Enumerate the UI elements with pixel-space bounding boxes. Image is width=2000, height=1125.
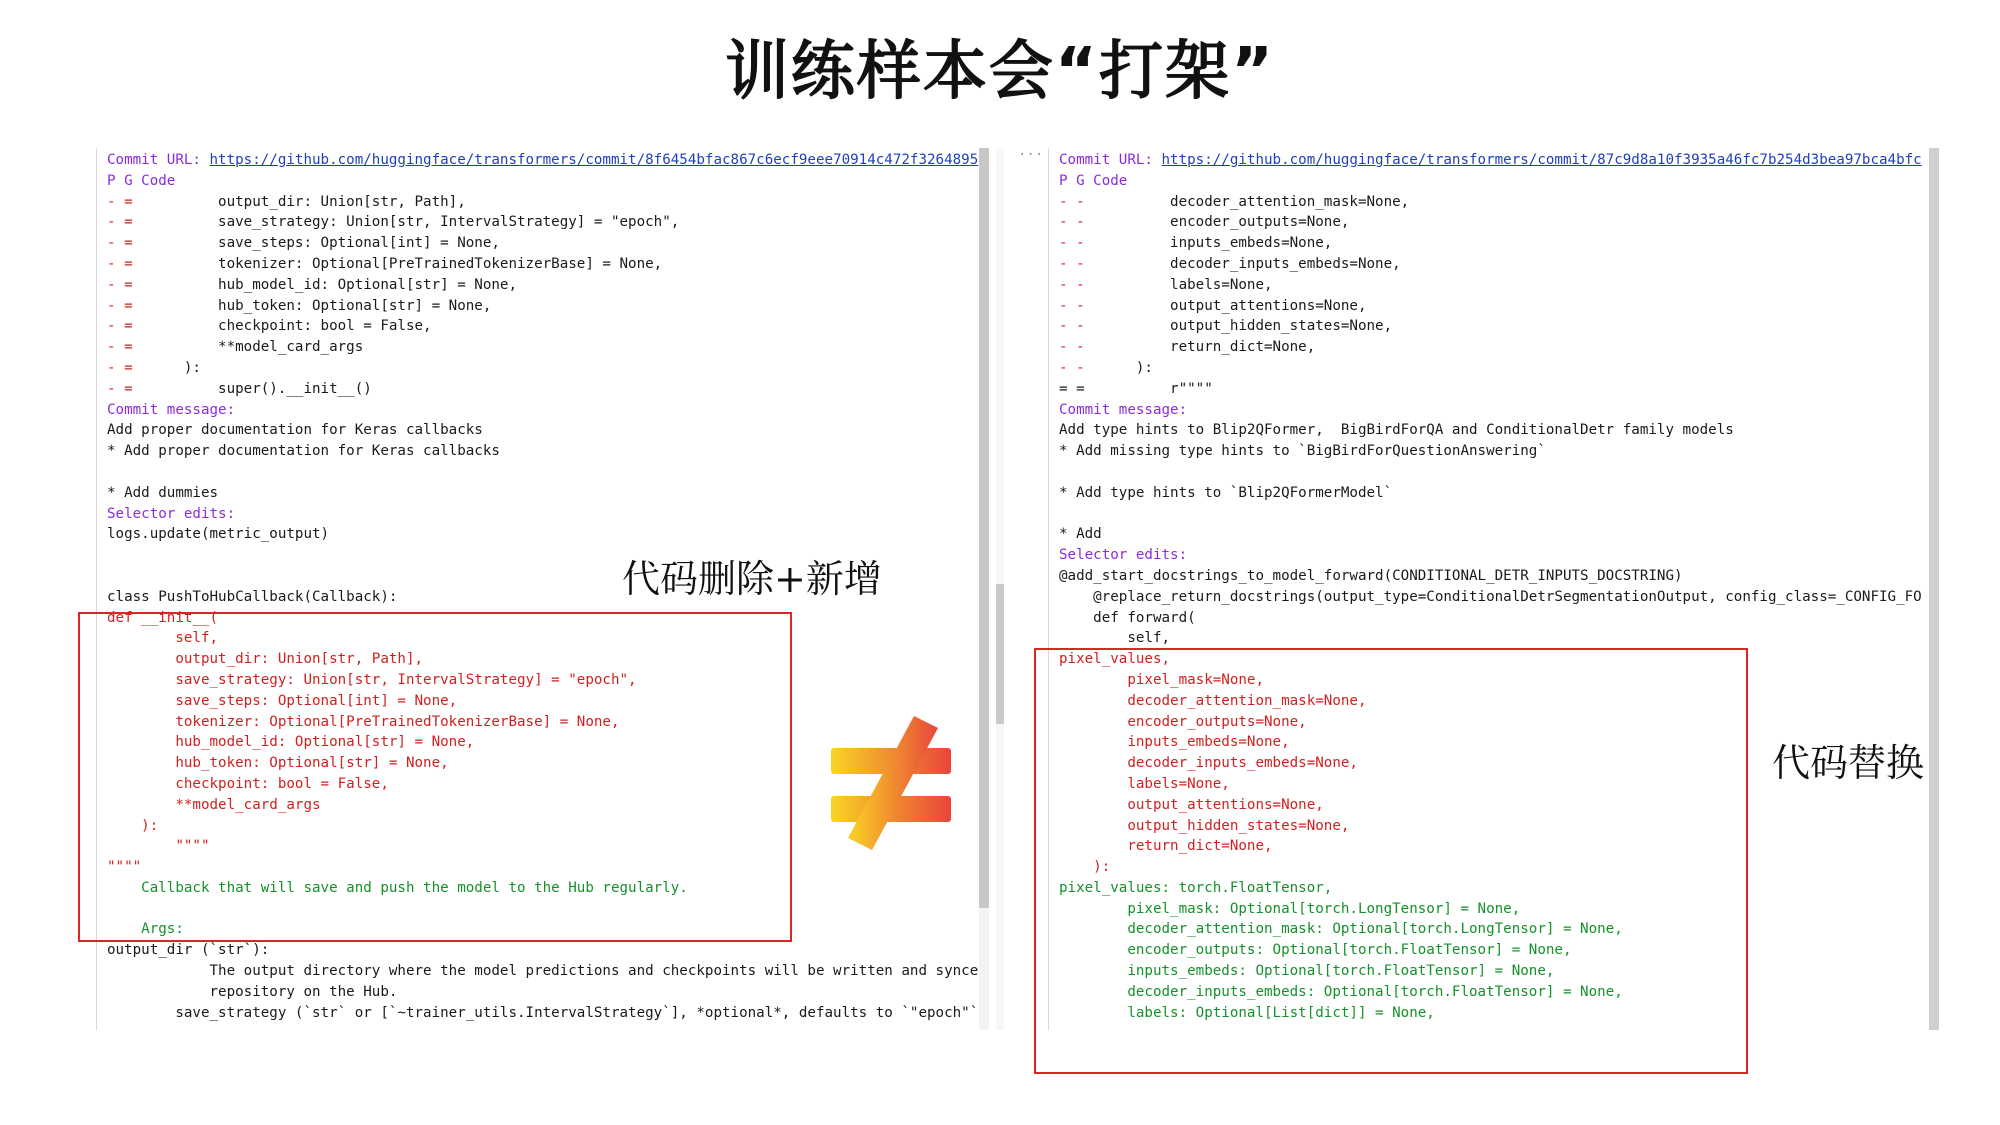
code-text: hub_model_id: Optional[str] = None, [107,734,475,751]
diff-marker: - = [107,380,133,397]
code-line [1059,296,1937,317]
code-line [1059,441,1937,462]
code-text: labels=None, [1084,276,1273,293]
code-text: * Add type hints to `Blip2QFormerModel` [1059,484,1393,501]
code-text: save_steps: Optional[int] = None, [132,235,500,252]
code-line [1059,358,1937,379]
code-line [1059,233,1937,254]
code-text: * Add [1059,526,1102,543]
code-text: save_strategy (`str` or [`~trainer_utils.IntervalStrategy`], *optional*, defaults to `"epoch"` [107,1004,979,1021]
code-text: decoder_attention_mask: Optional[torch.LongTensor] = None, [1059,921,1623,938]
code-text: @replace_return_docstrings(output_type=ConditionalDetrSegmentationOutput, config_class=_CONFIG_FO [1059,588,1922,605]
code-line [1059,483,1937,504]
code-text: tokenizer: Optional[PreTrainedTokenizerBase] = None, [107,713,620,730]
code-line [107,275,985,296]
code-text: Selector edits: [1059,547,1188,564]
code-text: Add proper documentation for Keras callbacks [107,422,483,439]
code-line [1059,628,1937,649]
code-text: encoder_outputs=None, [1059,713,1307,730]
diff-marker: - - [1059,214,1085,231]
code-text: P G Code [1059,172,1128,189]
code-text: output_dir: Union[str, Path], [132,193,466,210]
diff-marker: - = [107,255,133,272]
code-text: decoder_inputs_embeds: Optional[torch.FloatTensor] = None, [1059,983,1623,1000]
code-text: decoder_inputs_embeds=None, [1059,755,1358,772]
code-line [107,462,985,483]
code-text: decoder_attention_mask=None, [1084,193,1410,210]
more-icon[interactable]: ··· [1018,147,1044,163]
diff-marker: - = [107,214,133,231]
left-highlight-box [78,609,792,942]
code-line [1059,420,1937,441]
code-text: @add_start_docstrings_to_model_forward(CONDITIONAL_DETR_INPUTS_DOCSTRING) [1059,567,1683,584]
code-line [1059,337,1937,358]
code-text: super().__init__() [132,380,372,397]
diff-marker: - = [107,276,133,293]
code-line [107,233,985,254]
code-line [1059,400,1937,421]
code-text: The output directory where the model predictions and checkpoints will be written and synce [107,963,979,980]
code-text: Commit URL: [1059,152,1162,168]
code-line [107,420,985,441]
code-text: def forward( [1059,609,1196,626]
code-text: **model_card_args [107,796,321,813]
code-line [1059,254,1937,275]
code-text: encoder_outputs: Optional[torch.FloatTensor] = None, [1059,942,1572,959]
code-text: Commit message: [107,401,236,418]
code-text: output_dir (`str`): [107,942,270,959]
code-line [1059,150,1937,171]
diff-marker: - - [1059,193,1085,210]
code-line [1059,504,1937,525]
diff-marker: - - [1059,235,1085,252]
code-line [1059,316,1937,337]
diff-marker: - - [1059,318,1085,335]
code-line [107,254,985,275]
code-line [107,504,985,525]
code-text: * Add dummies [107,484,219,501]
diff-marker: - = [107,339,133,356]
code-line [107,1003,985,1024]
commit-url-link[interactable]: https://github.com/huggingface/transformers/commit/8f6454bfac867c6ecf9eee70914c472f3264895 [209,152,979,168]
code-text: inputs_embeds: Optional[torch.FloatTensor] = None, [1059,963,1555,980]
code-text: hub_token: Optional[str] = None, [132,297,492,314]
code-text: inputs_embeds=None, [1059,734,1290,751]
code-text: ): [107,817,159,834]
code-text: encoder_outputs=None, [1084,214,1350,231]
commit-url-link[interactable]: https://github.com/huggingface/transformers/commit/87c9d8a10f3935a46fc7b254d3bea97bca4bfc [1161,152,1922,168]
code-text: save_strategy: Union[str, IntervalStrategy] = "epoch", [132,214,680,231]
diff-marker: - - [1059,255,1085,272]
code-text: **model_card_args [132,339,364,356]
code-text: """" [107,838,210,855]
code-line [107,358,985,379]
code-line [1059,545,1937,566]
diff-marker: - = [107,318,133,335]
code-text: pixel_values, [1059,651,1171,668]
code-line [1059,192,1937,213]
code-line [1059,566,1937,587]
code-line [1059,379,1937,400]
middle-scrollbar[interactable] [996,148,1004,1030]
code-text: output_attentions=None, [1084,297,1367,314]
code-text: Add type hints to Blip2QFormer, BigBirdForQA and ConditionalDetr family models [1059,422,1734,439]
code-line [107,316,985,337]
code-text: output_hidden_states=None, [1059,817,1350,834]
left-scrollbar[interactable] [979,148,989,1030]
diff-marker: - = [107,297,133,314]
diff-marker: - - [1059,276,1085,293]
diff-marker: - = [107,359,133,376]
code-line [107,940,985,961]
code-text: tokenizer: Optional[PreTrainedTokenizerBase] = None, [132,255,663,272]
code-line [1059,212,1937,233]
code-text: checkpoint: bool = False, [107,775,389,792]
code-text: labels=None, [1059,775,1230,792]
code-text: pixel_mask: Optional[torch.LongTensor] = None, [1059,900,1521,917]
neq-slash [848,716,938,850]
code-line [107,296,985,317]
code-line [1059,524,1937,545]
code-text: Commit URL: [107,152,210,168]
code-line [1059,608,1937,629]
code-text: inputs_embeds=None, [1084,235,1333,252]
code-line [107,982,985,1003]
code-line [107,441,985,462]
code-text: * Add proper documentation for Keras callbacks [107,443,500,460]
code-text: """" [107,859,142,876]
code-text: hub_model_id: Optional[str] = None, [132,276,517,293]
diff-marker: - - [1059,297,1085,314]
code-text: P G Code [107,172,176,189]
code-text: save_strategy: Union[str, IntervalStrategy] = "epoch", [107,671,637,688]
code-line [107,150,985,171]
code-line [1059,587,1937,608]
not-equal-icon [826,708,956,858]
left-scrollbar-thumb[interactable] [979,148,989,908]
code-line [1059,275,1937,296]
annotation-delete-add: 代码删除+新增 [622,557,882,601]
diff-marker: - = [107,235,133,252]
code-line [107,524,985,545]
code-text: pixel_mask=None, [1059,671,1264,688]
code-text: def __init__( [107,609,219,626]
code-text: Callback that will save and push the model to the Hub regularly. [107,879,688,896]
code-text: pixel_values: torch.FloatTensor, [1059,879,1333,896]
slide-title: 训练样本会“打架” [724,35,1276,109]
code-line [1059,171,1937,192]
code-text: class PushToHubCallback(Callback): [107,588,398,605]
diff-marker: - - [1059,359,1085,376]
code-line [107,379,985,400]
code-text: return_dict=None, [1059,838,1273,855]
code-line [107,337,985,358]
diff-marker: - - [1059,339,1085,356]
code-text: repository on the Hub. [107,983,398,1000]
code-text: save_steps: Optional[int] = None, [107,692,458,709]
code-text: ): [132,359,201,376]
code-text: ): [1059,859,1111,876]
code-text: Selector edits: [107,505,236,522]
right-scrollbar-thumb[interactable] [1929,148,1939,1030]
code-text: labels: Optional[List[dict]] = None, [1059,1004,1435,1021]
code-line [107,212,985,233]
code-line [107,961,985,982]
code-text: self, [1059,630,1171,647]
code-text: Commit message: [1059,401,1188,418]
right-scrollbar[interactable] [1929,148,1939,1030]
code-text: ): [1084,359,1153,376]
code-line [107,192,985,213]
code-text: output_attentions=None, [1059,796,1324,813]
code-text: decoder_attention_mask=None, [1059,692,1367,709]
code-text: output_dir: Union[str, Path], [107,651,424,668]
code-text: = = r"""" [1059,380,1213,397]
code-text: hub_token: Optional[str] = None, [107,755,449,772]
diff-marker: - = [107,193,133,210]
code-text: decoder_inputs_embeds=None, [1084,255,1401,272]
code-text: output_hidden_states=None, [1084,318,1393,335]
code-text: return_dict=None, [1084,339,1316,356]
right-highlight-box [1034,648,1748,1074]
middle-scrollbar-thumb[interactable] [996,584,1004,724]
code-text: * Add missing type hints to `BigBirdForQuestionAnswering` [1059,443,1546,460]
code-line [107,400,985,421]
code-text: self, [107,630,219,647]
code-text: Args: [107,921,184,938]
code-line [107,171,985,192]
annotation-replace: 代码替换 [1772,741,1925,785]
code-text: logs.update(metric_output) [107,526,330,543]
code-line [1059,462,1937,483]
code-text: checkpoint: bool = False, [132,318,432,335]
code-line [107,483,985,504]
